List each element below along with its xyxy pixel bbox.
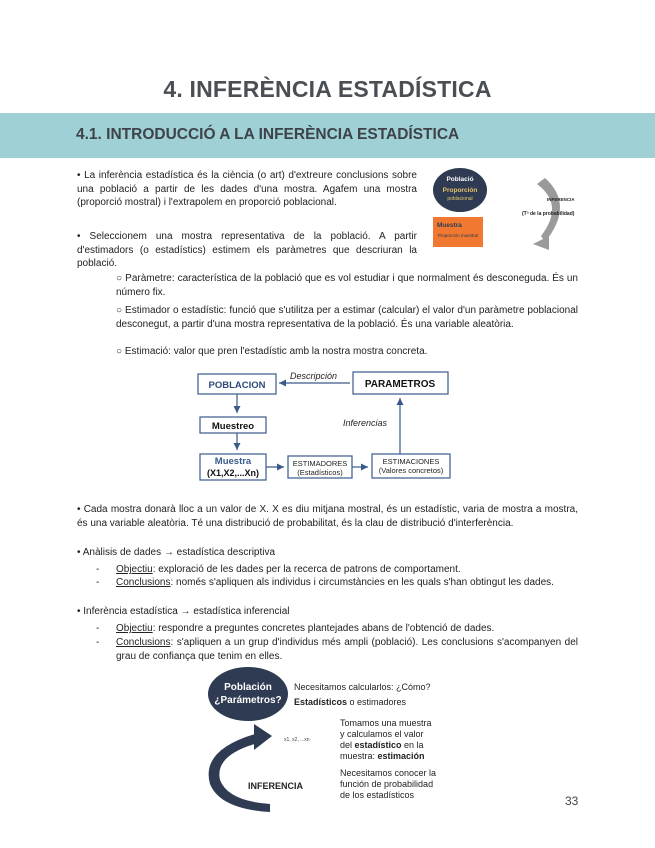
label-tomamos-2: y calculamos el valor — [340, 729, 424, 739]
label-tomamos-4b: estimación — [377, 751, 425, 761]
subbullet-estimacio: ○ Estimació: valor que pren l'estadístic amb la nostra mostra concreta. — [116, 346, 428, 357]
label-tomamos-4 — [340, 751, 425, 761]
label-conocer-1: Necesitamos conocer la — [340, 768, 437, 778]
inferencia-arrow-head — [254, 724, 272, 750]
text-conclusions: : s'apliquen a un grup d'individus més ampli (població). Les conclusions s'acompanyen del grau de confiança que tenim en elles. — [116, 637, 578, 662]
paragraph-estimators: • Seleccionem una mostra representativa de la població. A partir d'estimadors (o estadístics) estimem els paràmetres que descriuran la població. — [77, 231, 417, 269]
label-estadisticos: Estadísticos — [294, 697, 348, 707]
page-title: 4. INFERÈNCIA ESTADÍSTICA — [163, 76, 492, 102]
cycle-arrow-head — [533, 236, 549, 250]
label-tomamos-3a: del — [340, 740, 355, 750]
label-necesitamos: Necesitamos calcularlos: ¿Cómo? — [294, 682, 431, 692]
inferencia-label: INFERENCIA — [547, 197, 575, 202]
label-conclusions: Conclusions — [116, 577, 171, 588]
probabilidad-label: (Tª de la probabilidad) — [522, 211, 575, 217]
poblacional-label: poblacional — [447, 196, 473, 202]
figure-flowchart — [190, 362, 460, 487]
label-estimaciones: ESTIMACIONES — [382, 457, 440, 466]
section-title: 4.1. INTRODUCCIÓ A LA INFERÈNCIA ESTADÍSTICA — [76, 126, 460, 143]
label-poblacion: Población — [224, 682, 272, 693]
label-tomamos-3b: estadístico — [354, 740, 402, 750]
heading-analisis: • Anàlisis de dades → estadística descriptiva — [77, 547, 276, 558]
label-conclusions: Conclusions — [116, 637, 171, 648]
label-parametros: ¿Parámetros? — [214, 695, 282, 706]
analisis-conclusions — [96, 576, 578, 590]
inferencia-conclusions — [96, 636, 578, 663]
dash-marker: - — [96, 637, 100, 648]
subbullet-parametre: ○ Paràmetre: característica de la població que es vol estudiar i que normalment és desconeguda. És un número fix. — [116, 273, 578, 298]
heading-inferencia: • Inferència estadística → estadística inferencial — [77, 606, 290, 617]
label-muestreo: Muestreo — [211, 421, 255, 432]
paragraph-sample-mean: • Cada mostra donarà lloc a un valor de X. X es diu mitjana mostral, és un estadístic, varia de mostra a mostra, és una variable aleatòria. Té una distribució de probabilitat, és la clau de distribució d'interferència. — [77, 504, 578, 529]
proporcion-muestral-label: Proporción muestral — [437, 233, 479, 238]
label-tomamos-3 — [340, 740, 424, 750]
label-estimadores: ESTIMADORES — [292, 459, 348, 468]
dash-marker: - — [96, 623, 100, 634]
label-poblacion: POBLACION — [208, 380, 266, 391]
label-muestra-vars: x1, x2, ...xn — [284, 737, 310, 743]
label-estadisticos-line — [294, 697, 407, 707]
proporcion-label: Proporción — [442, 187, 478, 194]
label-objectiu: Objectiu — [116, 564, 153, 575]
dash-marker: - — [96, 564, 100, 575]
cycle-arrow-shape — [537, 178, 560, 242]
label-conocer-2: función de probabilidad — [340, 779, 434, 789]
label-estadisticos: (Estadísticos) — [297, 468, 343, 477]
label-o-estimadores: o estimadores — [347, 697, 407, 707]
label-descripcion: Descripción — [290, 371, 338, 381]
muestra-label: Muestra — [437, 222, 462, 229]
text-conclusions: : només s'apliquen als individus i circumstàncies en les quals s'han obtingut les dades. — [170, 577, 554, 588]
inferencia-objectiu — [96, 622, 578, 636]
label-tomamos-1: Tomamos una muestra — [340, 718, 432, 728]
poblacion-label: Població — [446, 176, 474, 183]
analisis-objectiu — [96, 563, 578, 577]
label-tomamos-4a: muestra: — [340, 751, 378, 761]
label-tomamos-3c: en la — [401, 740, 424, 750]
text-objectiu: : respondre a preguntes concretes plantejades abans de l'obtenció de dades. — [152, 623, 495, 634]
page-number: 33 — [565, 794, 579, 808]
label-parametros: PARAMETROS — [364, 379, 436, 390]
label-valores: (Valores concretos) — [378, 466, 444, 475]
dash-marker: - — [96, 577, 100, 588]
label-inferencia: INFERENCIA — [248, 781, 304, 791]
figure-inference-diagram — [200, 666, 460, 814]
poblacion-ellipse — [208, 667, 288, 721]
figure-inference-cycle — [425, 160, 595, 260]
label-muestra: Muestra — [214, 456, 252, 467]
label-objectiu: Objectiu — [116, 623, 153, 634]
text-objectiu: : exploració de les dades per la recerca de patrons de comportament. — [152, 564, 461, 575]
label-conocer-3: de los estadísticos — [340, 790, 415, 800]
subbullet-estimador: ○ Estimador o estadístic: funció que s'utilitza per a estimar (calcular) el valor d'un paràmetre poblacional desconegut, a partir d'una mostra representativa de la població. És una variable aleatòria. — [116, 305, 578, 330]
label-inferencias: Inferencias — [343, 418, 388, 428]
paragraph-definition: • La inferència estadística és la ciència (o art) d'extreure conclusions sobre una població a partir de les dades d'una mostra. Agafem una mostra (proporció mostral) i l'extrapolem en proporció poblacional. — [77, 170, 417, 208]
label-muestra-vars: (X1,X2,...Xn) — [206, 468, 260, 478]
